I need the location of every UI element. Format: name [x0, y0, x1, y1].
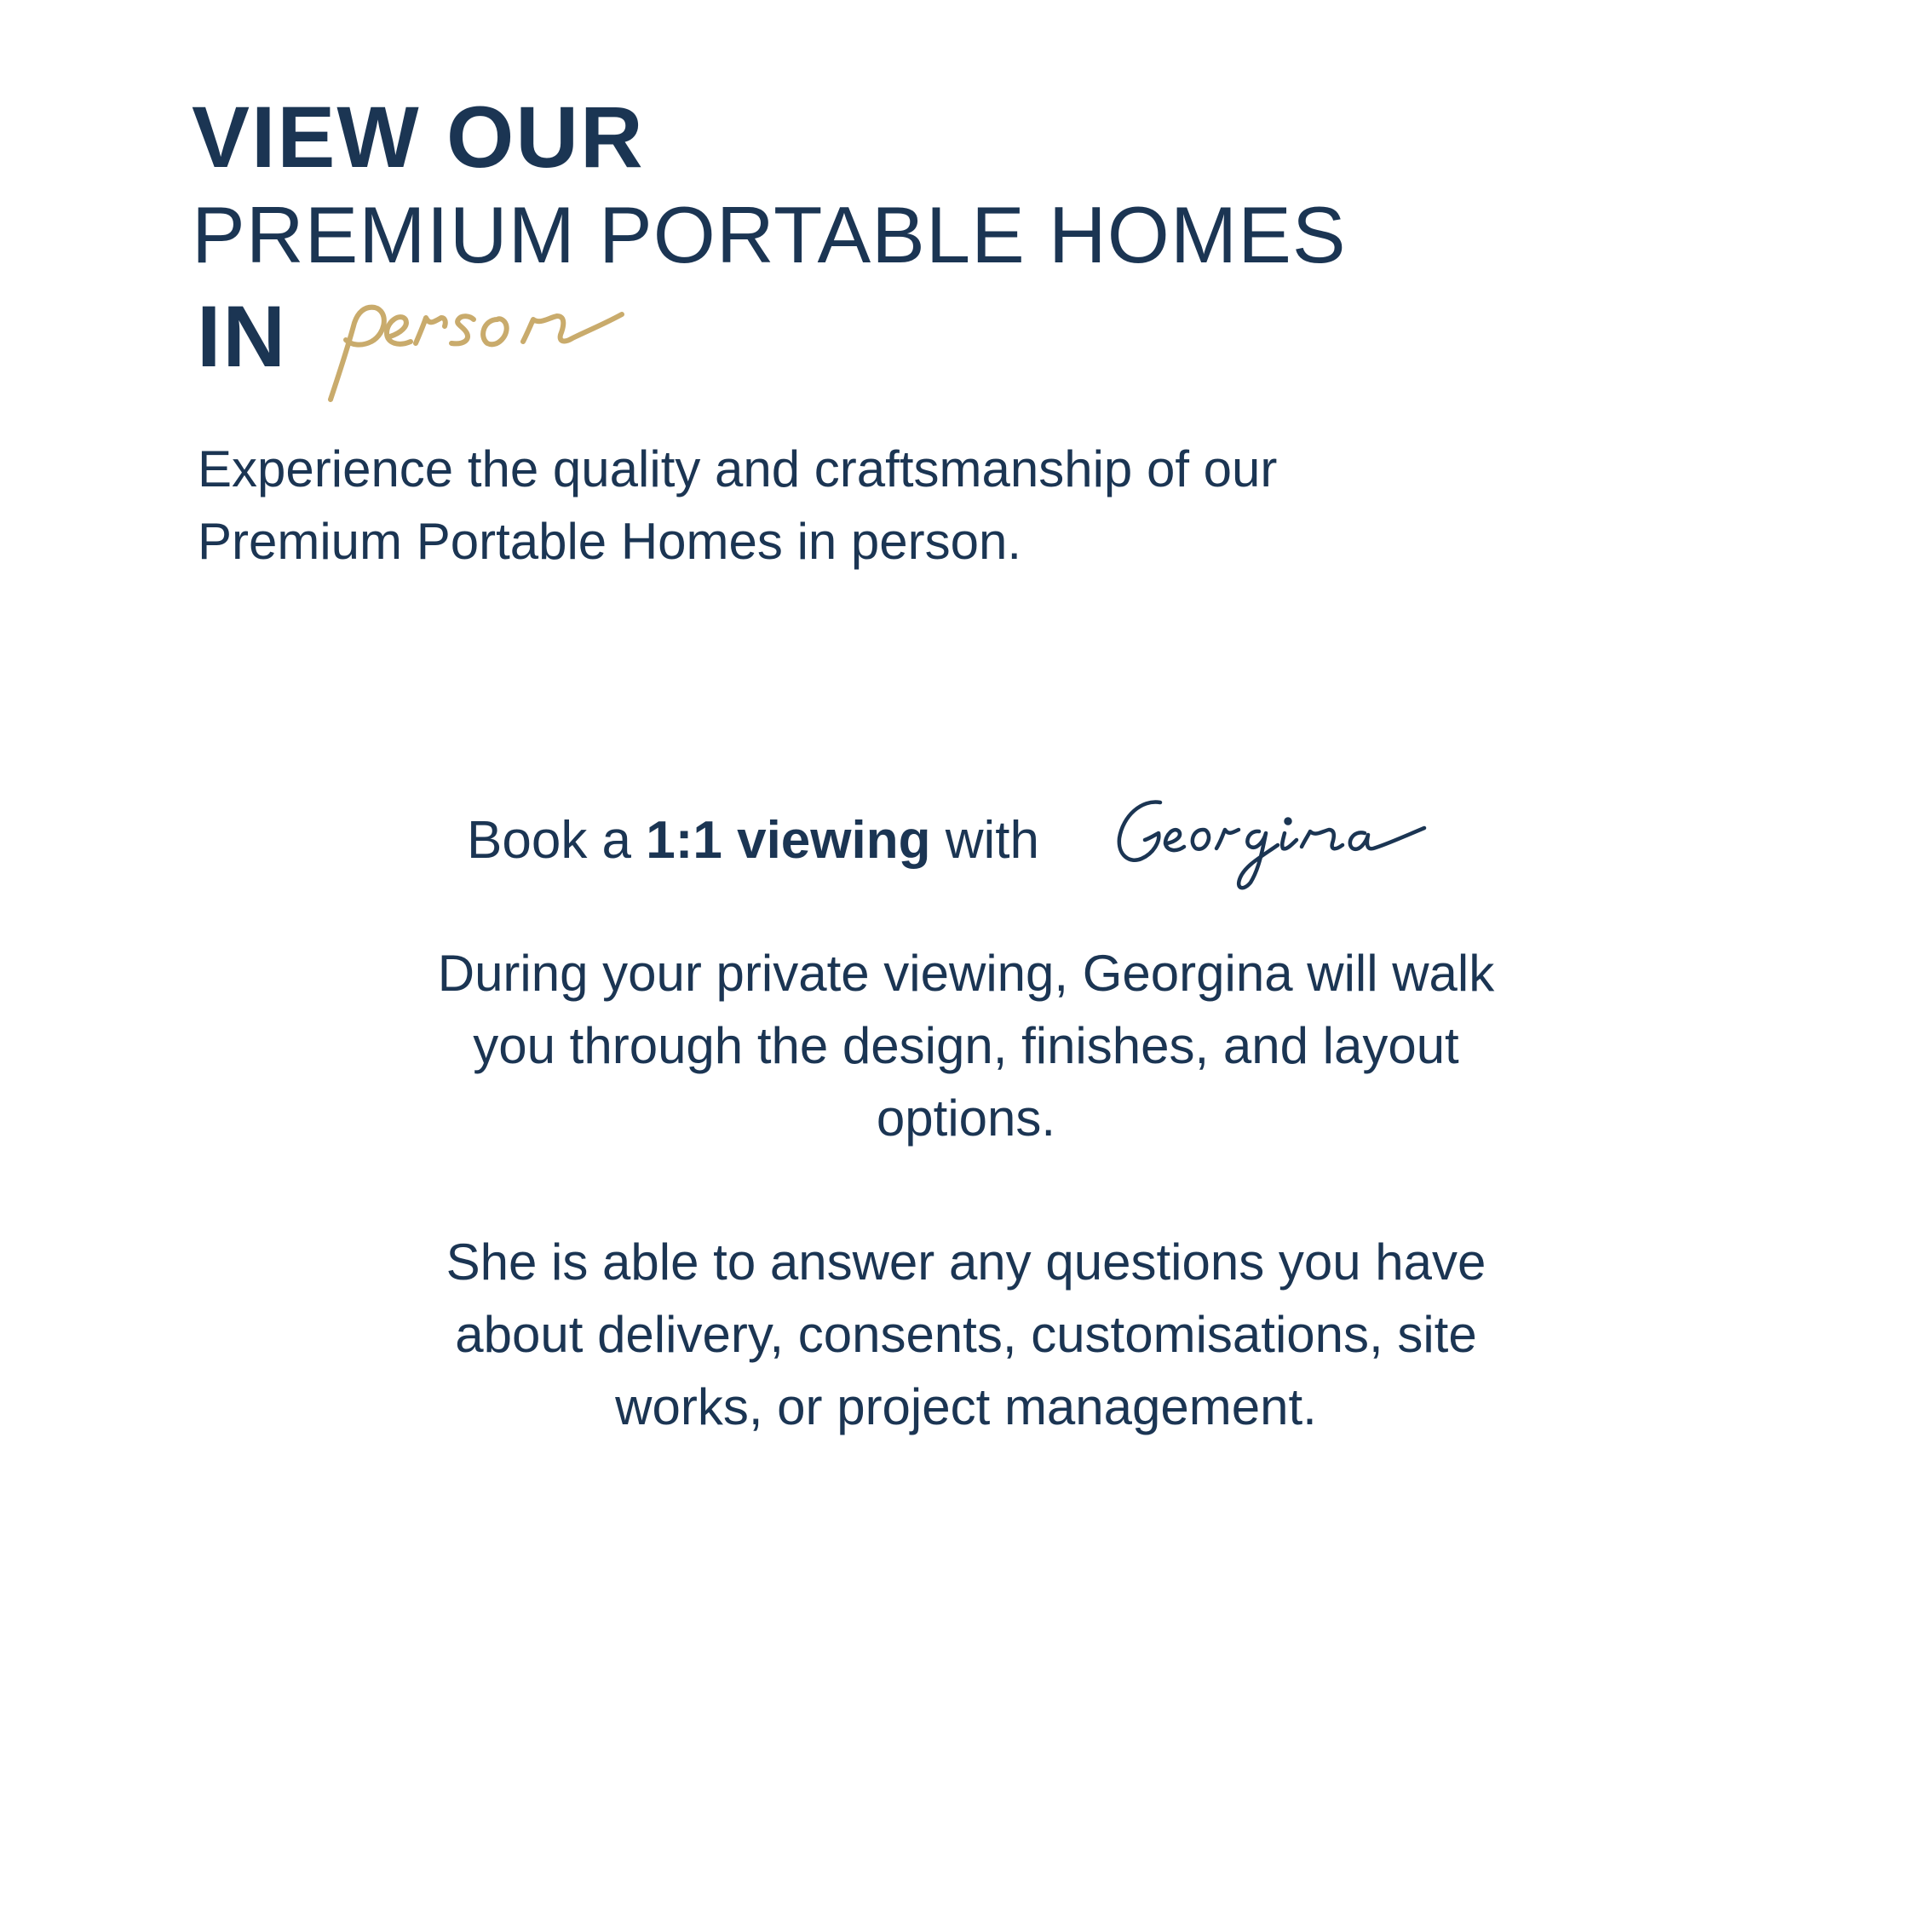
headline-line-premium-portable-homes: PREMIUM PORTABLE HOMES [192, 190, 1347, 279]
para1-line-2: you through the design, finishes, and layout [473, 1017, 1459, 1074]
booking-with: with [945, 811, 1039, 870]
intro-line-1: Experience the quality and craftsmanship of our [198, 440, 1278, 497]
booking-line [0, 791, 1932, 901]
person-script-text [192, 285, 193, 286]
booking-bold-viewing: 1:1 viewing [646, 811, 931, 870]
booking-text [467, 802, 1039, 879]
headline [192, 89, 1555, 396]
headline-line-in-person [192, 285, 1555, 396]
georgina-script-wordmark [1107, 791, 1465, 901]
person-script-wordmark [305, 280, 748, 408]
para1-line-3: options. [876, 1090, 1056, 1147]
private-viewing-paragraph [327, 937, 1605, 1154]
headline-in-word: IN [197, 288, 287, 385]
para2-line-1: She is able to answer any questions you have [446, 1233, 1486, 1291]
intro-paragraph [198, 433, 1646, 578]
headline-line-view-our: VIEW OUR [192, 89, 645, 186]
intro-line-2: Premium Portable Homes in person. [198, 513, 1022, 570]
para2-line-3: works, or project management. [615, 1378, 1317, 1435]
questions-paragraph [327, 1226, 1605, 1443]
para2-line-2: about delivery, consents, customisations, site [455, 1306, 1477, 1363]
para1-line-1: During your private viewing, Georgina will walk [437, 945, 1495, 1002]
booking-prefix: Book a [467, 811, 632, 870]
